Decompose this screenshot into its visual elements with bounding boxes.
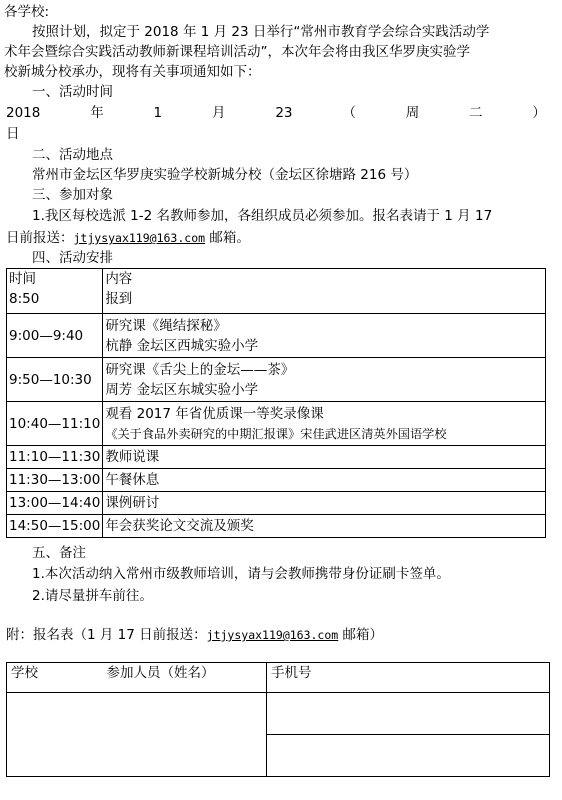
table-row xyxy=(7,358,546,402)
registration-header-school: 学校 xyxy=(7,663,103,693)
schedule-content: 报到 xyxy=(105,291,133,307)
schedule-content: 研究课《绳结探秘》 xyxy=(105,317,227,334)
section-1-title: 一、活动时间 xyxy=(32,84,113,100)
schedule-content: 课例研讨 xyxy=(103,492,546,515)
registration-header-phone: 手机号 xyxy=(267,663,550,693)
schedule-content: 杭静 金坛区西城实验小学 xyxy=(105,337,259,354)
intro-paragraph-line-2: 术年会暨综合实践活动教师新课程培训活动”，本次年会将由我区华罗庚实验学 xyxy=(4,44,470,60)
date-part: 月 xyxy=(211,105,226,121)
schedule-content-cell xyxy=(103,402,546,446)
registration-header-participants: 参加人员（姓名） xyxy=(103,663,267,693)
schedule-content: 午餐休息 xyxy=(103,469,546,492)
table-row xyxy=(7,446,546,469)
table-row xyxy=(7,735,550,777)
schedule-time: 9:00—9:40 xyxy=(7,314,103,358)
schedule-content: 年会获奖论文交流及颁奖 xyxy=(103,515,546,538)
table-row xyxy=(7,314,546,358)
table-row xyxy=(7,515,546,538)
event-date-tail: 日 xyxy=(6,126,20,142)
event-location: 常州市金坛区华罗庚实验学校新城分校（金坛区徐塘路 216 号） xyxy=(32,167,418,183)
table-row xyxy=(7,693,550,735)
schedule-time: 14:50—15:00 xyxy=(7,515,103,538)
participants-line-2 xyxy=(6,228,250,248)
schedule-header-time: 时间 xyxy=(9,271,36,287)
appendix-line xyxy=(6,625,383,645)
table-row xyxy=(7,492,546,515)
note-item-1: 1.本次活动纳入常州市级教师培训，请与会教师携带身份证刷卡签单。 xyxy=(32,566,450,582)
registration-header-row xyxy=(7,663,550,693)
schedule-content: 周芳 金坛区东城实验小学 xyxy=(105,381,259,398)
schedule-header-content: 内容 xyxy=(105,271,133,287)
table-row xyxy=(7,402,546,446)
schedule-content: 观看 2017 年省优质课一等奖录像课 xyxy=(105,405,324,422)
participants-prefix: 日前报送： xyxy=(6,230,74,246)
section-4-title: 四、活动安排 xyxy=(32,250,113,266)
participants-line-1: 1.我区每校选派 1-2 名教师参加，各组织成员必须参加。报名表请于 1 月 17 xyxy=(32,208,493,224)
schedule-content-cell xyxy=(103,314,546,358)
date-part: （ xyxy=(342,105,356,121)
appendix-suffix: 邮箱） xyxy=(342,627,384,643)
date-part: 2018 xyxy=(6,105,41,121)
schedule-content: 教师说课 xyxy=(103,446,546,469)
intro-paragraph-line-1: 按照计划，拟定于 2018 年 1 月 23 日举行“常州市教育学会综合实践活动学 xyxy=(32,24,490,40)
section-5-title: 五、备注 xyxy=(32,545,86,561)
email-link[interactable]: jtjysyax119@163.com xyxy=(73,231,206,245)
schedule-content-cell xyxy=(103,269,546,314)
schedule-time: 11:10—11:30 xyxy=(7,446,103,469)
schedule-table xyxy=(6,268,546,538)
registration-cell-phone[interactable] xyxy=(267,735,550,777)
registration-cell-school[interactable] xyxy=(7,693,103,735)
appendix-prefix: 附：报名表（1 月 17 日前报送： xyxy=(6,627,207,643)
date-part: ） xyxy=(532,105,546,121)
note-item-2: 2.请尽量拼车前往。 xyxy=(32,588,153,604)
salutation: 各学校: xyxy=(4,4,50,20)
section-2-title: 二、活动地点 xyxy=(32,147,113,163)
date-part: 23 xyxy=(275,105,293,121)
participants-suffix: 邮箱。 xyxy=(209,230,250,246)
schedule-time-cell xyxy=(7,269,103,314)
intro-paragraph-line-3: 校新城分校承办，现将有关事项通知如下： xyxy=(4,64,261,80)
date-part: 1 xyxy=(153,105,163,121)
registration-table xyxy=(6,662,550,777)
schedule-time: 11:30—13:00 xyxy=(7,469,103,492)
schedule-content: 《关于食品外卖研究的中期汇报课》宋佳武进区清英外国语学校 xyxy=(105,426,447,441)
table-row xyxy=(7,469,546,492)
schedule-time: 13:00—14:40 xyxy=(7,492,103,515)
schedule-header-row xyxy=(7,269,546,314)
registration-cell-school[interactable] xyxy=(7,735,103,777)
appendix-email-link[interactable]: jtjysyax119@163.com xyxy=(206,628,339,642)
event-date-line xyxy=(6,103,546,123)
schedule-content: 研究课《舌尖上的金坛——茶》 xyxy=(105,361,295,378)
registration-cell-phone[interactable] xyxy=(267,693,550,735)
section-3-title: 三、参加对象 xyxy=(32,187,113,203)
date-part: 年 xyxy=(90,105,104,121)
schedule-time: 9:50—10:30 xyxy=(7,358,103,402)
date-part: 周 xyxy=(405,105,420,121)
registration-cell-participants[interactable] xyxy=(103,693,267,735)
registration-cell-participants[interactable] xyxy=(103,735,267,777)
schedule-content-cell xyxy=(103,358,546,402)
schedule-time: 10:40—11:10 xyxy=(7,402,103,446)
schedule-time: 8:50 xyxy=(9,291,40,307)
date-part: 二 xyxy=(469,105,483,121)
